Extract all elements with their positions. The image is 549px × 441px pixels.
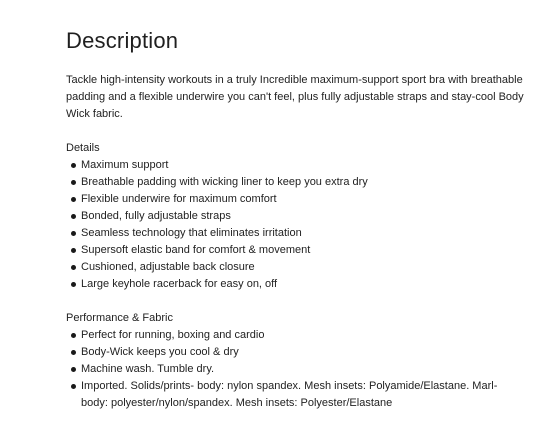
details-item (66, 208, 526, 225)
description-intro: Tackle high-intensity workouts in a truly Incredible maximum-support sport bra with breathable padding and a flexible underwire you can't feel, plus fully adjustable straps and stay-cool Body Wick fabric. (66, 74, 524, 120)
performance-item (66, 378, 526, 412)
bullet-icon (71, 350, 76, 355)
details-item-text: Flexible underwire for maximum comfort (81, 193, 277, 205)
details-item (66, 242, 526, 259)
details-item-text: Supersoft elastic band for comfort & movement (81, 244, 311, 256)
details-list (66, 157, 526, 293)
details-item-text: Seamless technology that eliminates irritation (81, 227, 302, 239)
performance-item-text: Imported. Solids/prints- body: nylon spandex. Mesh insets: Polyamide/Elastane. Marl- body: polyester/nylon/spandex. Mesh insets: Polyester/Elastane (81, 380, 498, 409)
details-item-text: Bonded, fully adjustable straps (81, 210, 231, 222)
performance-item-text: Perfect for running, boxing and cardio (81, 329, 265, 341)
performance-list (66, 327, 526, 412)
details-item-text: Breathable padding with wicking liner to keep you extra dry (81, 176, 368, 188)
bullet-icon (71, 214, 76, 219)
performance-item-text: Machine wash. Tumble dry. (81, 363, 215, 375)
performance-heading: Performance & Fabric (66, 312, 173, 324)
details-item (66, 191, 526, 208)
details-item-text: Large keyhole racerback for easy on, off (81, 278, 278, 290)
bullet-icon (71, 197, 76, 202)
details-item (66, 276, 526, 293)
bullet-icon (71, 163, 76, 168)
details-item (66, 225, 526, 242)
performance-item (66, 361, 526, 378)
bullet-icon (71, 384, 76, 389)
details-item-text: Cushioned, adjustable back closure (81, 261, 255, 273)
details-item (66, 174, 526, 191)
performance-item (66, 344, 526, 361)
bullet-icon (71, 282, 76, 287)
bullet-icon (71, 180, 76, 185)
bullet-icon (71, 248, 76, 253)
details-item-text: Maximum support (81, 159, 169, 171)
details-item (66, 157, 526, 174)
bullet-icon (71, 333, 76, 338)
bullet-icon (71, 231, 76, 236)
product-description-section (66, 26, 526, 429)
bullet-icon (71, 367, 76, 372)
bullet-icon (71, 265, 76, 270)
performance-item-text: Body-Wick keeps you cool & dry (81, 346, 239, 358)
details-heading: Details (66, 142, 100, 154)
section-title: Description (66, 28, 179, 53)
performance-item (66, 327, 526, 344)
details-item (66, 259, 526, 276)
